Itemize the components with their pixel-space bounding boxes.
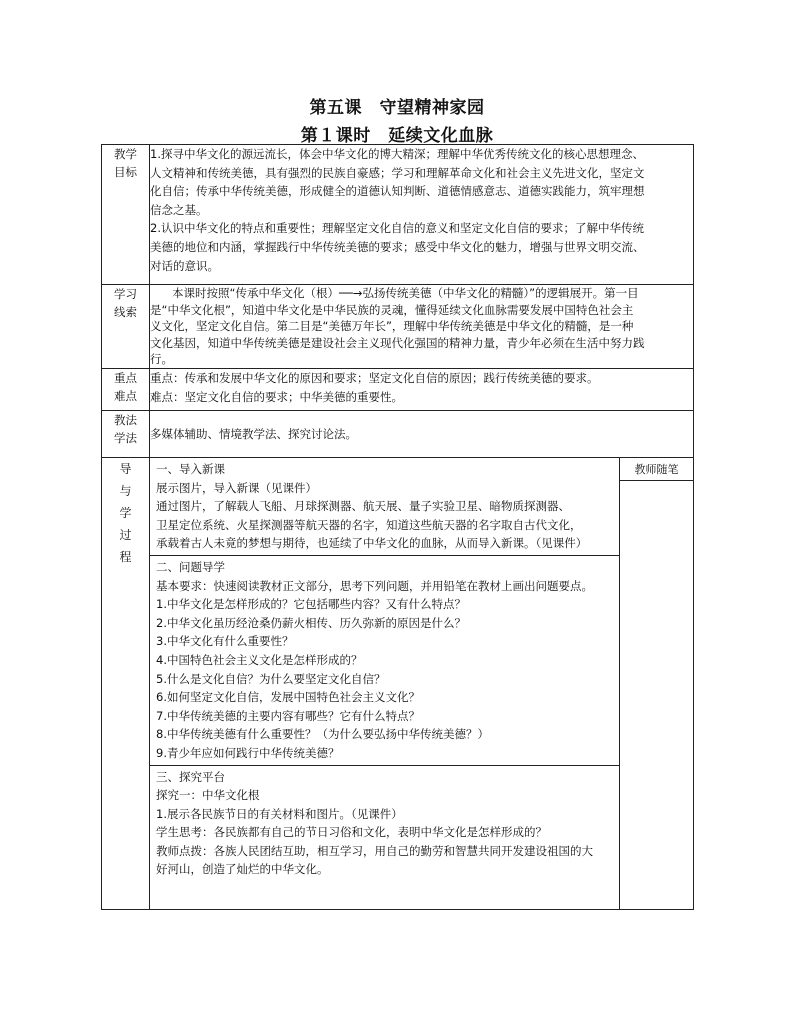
row-methods <box>102 411 694 458</box>
lesson-title: 第五课 守望精神家园 <box>309 98 485 118</box>
teacher-notes-header: 教师随笔 <box>620 458 693 481</box>
key-label: 重点 难点 <box>102 369 150 411</box>
lesson-plan-table <box>101 144 694 910</box>
row-key-points <box>102 369 694 411</box>
clues-text: 本课时按照“传承中华文化（根）──→弘扬传统美德（中华文化的精髓）”的逻辑展开。第一目 是“中华文化根”，知道中华文化是中华民族的灵魂，懂得延续文化血脉需要发展中国特色社会主 义文化，坚定文化自信。第二目是“美德万年长”，理解中华传统美德是中华文化的精髓，是一种 文化基因，知道中华传统美德是建设社会主义现代化强国的精神力量，青少年必须在生活中努力践 行。 <box>150 285 694 369</box>
clues-label: 学习 线索 <box>102 285 150 369</box>
section-questions: 二、问题导学 基本要求：快速阅读教材正文部分，思考下列问题，并用铅笔在教材上画出问题要点。 1.中华文化是怎样形成的？它包括哪些内容？又有什么特点？ 2.中华文化虽历经沧桑仍薪火相传、历久弥新的原因是什么？ 3.中华文化有什么重要性？ 4.中国特色社会主义文化是怎样形成的？ 5.什么是文化自信？为什么要坚定文化自信？ 6.如何坚定文化自信，发展中国特色社会主义文化？ 7.中华传统美德的主要内容有哪些？它有什么特点？ 8.中华传统美德有什么重要性？（为什么要弘扬中华传统美德？） 9.青少年应如何践行中华传统美德？ <box>150 555 619 765</box>
process-label: 导 与 学 过 程 <box>102 458 150 910</box>
lesson-subtitle: 第１课时 延续文化血脉 <box>300 126 494 146</box>
section-intro: 一、导入新课 展示图片，导入新课（见课件） 通过图片，了解载人飞船、月球探测器、航天展、量子实验卫星、暗物质探测器、 卫星定位系统、火星探测器等航天器的名字，知道这些航天器的名字取自古代文化， 承载着古人未竟的梦想与期待，也延续了中华文化的血脉，从而导入新课。（见课件） <box>156 462 588 551</box>
process-content <box>150 458 620 910</box>
goals-text: 1.探寻中华文化的源远流长，体会中华文化的博大精深；理解中华优秀传统文化的核心思想理念、 人文精神和传统美德，具有强烈的民族自豪感；学习和理解革命文化和社会主义先进文化，坚定文 化自信；传承中华传统美德，形成健全的道德认知判断、道德情感意志、道德实践能力，筑牢理想 信念之基。 2.认识中华文化的特点和重要性；理解坚定文化自信的意义和坚定文化自信的要求；了解中华传统 美德的地位和内涵，掌握践行中华传统美德的要求；感受中华文化的魅力，增强与世界文明交流、 对话的意识。 <box>150 145 694 285</box>
key-text: 重点：传承和发展中华文化的原因和要求；坚定文化自信的原因；践行传统美德的要求。 难点：坚定文化自信的要求；中华美德的重要性。 <box>150 369 694 411</box>
goals-label: 教学 目标 <box>102 145 150 285</box>
method-label: 教法 学法 <box>102 411 150 458</box>
teacher-notes-column <box>620 458 694 910</box>
row-clues <box>102 285 694 369</box>
section-explore: 三、探究平台 探究一：中华文化根 1.展示各民族节日的有关材料和图片。（见课件） 学生思考：各民族都有自己的节日习俗和文化，表明中华文化是怎样形成的？ 教师点拨：各族人民团结互助，相互学习，用自己的勤劳和智慧共同开发建设祖国的大 好河山，创造了灿烂的中华文化。 <box>150 765 619 882</box>
method-text: 多媒体辅助、情境教学法、探究讨论法。 <box>150 411 694 458</box>
row-process <box>102 458 694 910</box>
row-goals <box>102 145 694 285</box>
